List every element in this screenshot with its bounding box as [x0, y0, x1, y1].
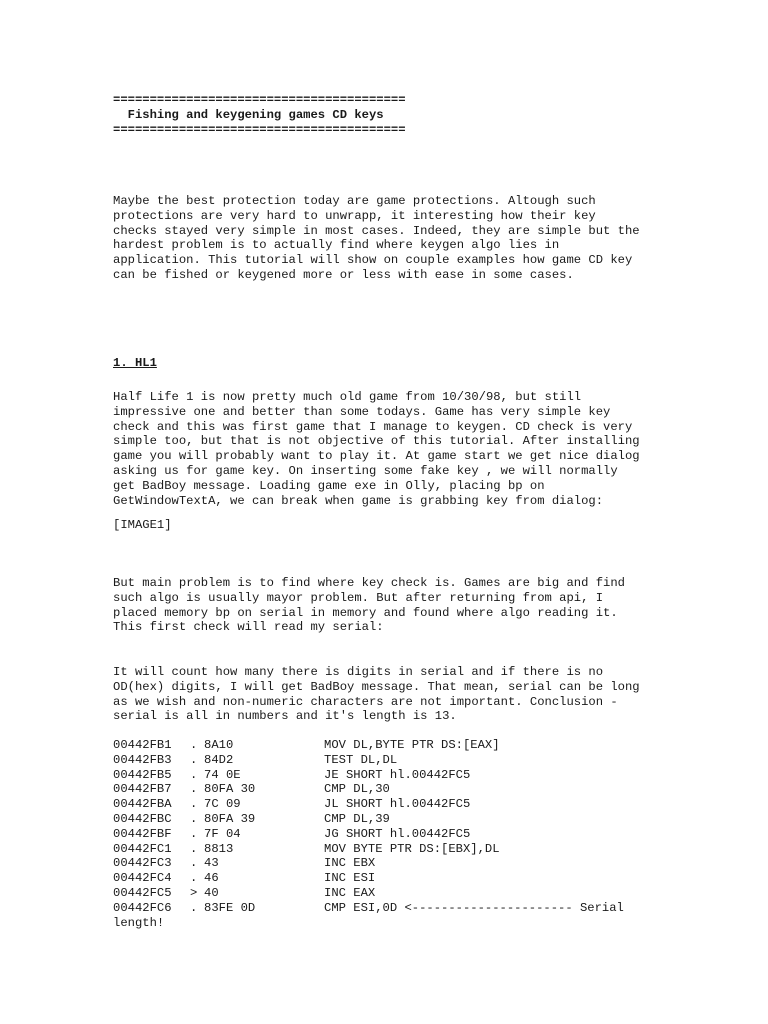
document-header	[113, 93, 753, 137]
asm-opcode: 80FA 30	[204, 782, 256, 797]
text-line: Half Life 1 is now pretty much old game from 10/30/98, but still	[113, 390, 582, 404]
asm-marker: .	[190, 811, 198, 826]
asm-instruction: JG SHORT hl.00442FC5	[324, 826, 471, 841]
asm-opcode: 8A10	[204, 738, 234, 752]
asm-row	[113, 797, 624, 812]
text-line: game you will probably want to play it. At game start we get nice dialog	[113, 449, 640, 464]
text-line: GetWindowTextA, we can break when game is grabbing key from dialog:	[113, 493, 604, 508]
asm-row	[113, 856, 624, 871]
asm-marker: .	[190, 752, 198, 767]
asm-opcode: 46	[204, 871, 219, 886]
asm-address: 00442FC1	[113, 841, 172, 856]
header-rule-top: ========================================	[113, 93, 406, 107]
asm-address: 00442FB3	[113, 752, 172, 767]
text-line: checks stayed very simple in most cases. Indeed, they are simple but the	[113, 223, 640, 238]
asm-instruction: JL SHORT hl.00442FC5	[324, 797, 471, 812]
asm-address: 00442FC5	[113, 885, 172, 900]
asm-opcode: 7C 09	[204, 797, 241, 812]
asm-address: 00442FBC	[113, 811, 172, 826]
asm-instruction: CMP ESI,0D <---------------------- Serial	[324, 900, 624, 915]
text-line: get BadBoy message. Loading game exe in Olly, placing bp on	[113, 478, 545, 493]
text-line: check and this was first game that I manage to keygen. CD check is very	[113, 419, 633, 434]
asm-marker: >	[190, 885, 198, 900]
asm-instruction: INC EAX	[324, 885, 376, 900]
text-line: serial is all in numbers and it's length is 13.	[113, 709, 457, 724]
asm-marker: .	[190, 738, 198, 752]
asm-row	[113, 871, 624, 886]
asm-opcode: 43	[204, 856, 219, 871]
asm-address: 00442FC6	[113, 900, 172, 915]
text-line: hardest problem is to actually find where keygen algo lies in	[113, 238, 560, 253]
asm-row	[113, 782, 624, 797]
asm-address: 00442FBA	[113, 797, 172, 812]
asm-marker: .	[190, 841, 198, 856]
text-line: such algo is usually mayor problem. But after returning from api, I	[113, 590, 604, 605]
asm-opcode: 74 0E	[204, 767, 241, 782]
asm-instruction: INC EBX	[324, 856, 376, 871]
header-rule-bottom: ========================================	[113, 122, 406, 137]
asm-instruction: JE SHORT hl.00442FC5	[324, 767, 471, 782]
asm-opcode: 8813	[204, 841, 234, 856]
asm-marker: .	[190, 900, 198, 915]
asm-row	[113, 768, 624, 783]
asm-instruction: MOV DL,BYTE PTR DS:[EAX]	[324, 738, 500, 752]
document-title: Fishing and keygening games CD keys	[113, 107, 384, 122]
asm-row	[113, 812, 624, 827]
text-line: asking us for game key. On inserting some fake key , we will normally	[113, 463, 618, 478]
asm-marker: .	[190, 797, 198, 812]
asm-instruction: CMP DL,30	[324, 782, 390, 797]
asm-row	[113, 886, 624, 901]
asm-opcode: 83FE 0D	[204, 900, 256, 915]
asm-marker: .	[190, 767, 198, 782]
text-line: This first check will read my serial:	[113, 620, 384, 635]
asm-address: 00442FC4	[113, 871, 172, 886]
asm-address: 00442FC3	[113, 856, 172, 871]
asm-address: 00442FB1	[113, 738, 172, 752]
asm-marker: .	[190, 782, 198, 797]
asm-row	[113, 842, 624, 857]
asm-row	[113, 738, 624, 753]
text-line: simple too, but that is not objective of this tutorial. After installing	[113, 434, 640, 449]
asm-marker: .	[190, 871, 198, 886]
intro-paragraph	[113, 194, 640, 283]
text-line: application. This tutorial will show on couple examples how game CD key	[113, 253, 633, 268]
asm-marker: .	[190, 826, 198, 841]
asm-address: 00442FB7	[113, 782, 172, 797]
asm-opcode: 40	[204, 885, 219, 900]
asm-instruction: MOV BYTE PTR DS:[EBX],DL	[324, 841, 500, 856]
asm-opcode: 84D2	[204, 752, 234, 767]
asm-address: 00442FB5	[113, 767, 172, 782]
asm-row	[113, 827, 624, 842]
text-line: protections are very hard to unwrapp, it interesting how their key	[113, 208, 596, 223]
section-paragraph	[113, 390, 640, 508]
text-line: It will count how many there is digits in serial and if there is no	[113, 665, 604, 679]
asm-marker: .	[190, 856, 198, 871]
text-line: impressive one and better than some todays. Game has very simple key	[113, 404, 611, 419]
section-heading: 1. HL1	[113, 356, 157, 370]
section-paragraph	[113, 576, 625, 635]
text-line: as we wish and non-numeric characters are not important. Conclusion -	[113, 694, 618, 709]
asm-trailing-text: length!	[113, 915, 165, 930]
asm-opcode: 7F 04	[204, 826, 241, 841]
text-line: can be fished or keygened more or less with ease in some cases.	[113, 267, 574, 282]
text-line: But main problem is to find where key check is. Games are big and find	[113, 576, 625, 590]
asm-row	[113, 753, 624, 768]
asm-row	[113, 901, 624, 916]
image-placeholder: [IMAGE1]	[113, 518, 172, 532]
text-line: Maybe the best protection today are game protections. Altough such	[113, 194, 596, 208]
asm-opcode: 80FA 39	[204, 811, 256, 826]
asm-address: 00442FBF	[113, 826, 172, 841]
text-line: OD(hex) digits, I will get BadBoy message. That mean, serial can be long	[113, 679, 640, 694]
assembly-listing	[113, 738, 624, 930]
section-paragraph	[113, 665, 640, 724]
asm-instruction: CMP DL,39	[324, 811, 390, 826]
text-line: placed memory bp on serial in memory and found where algo reading it.	[113, 605, 618, 620]
document-page	[113, 93, 753, 930]
asm-instruction: TEST DL,DL	[324, 752, 398, 767]
asm-instruction: INC ESI	[324, 871, 376, 886]
